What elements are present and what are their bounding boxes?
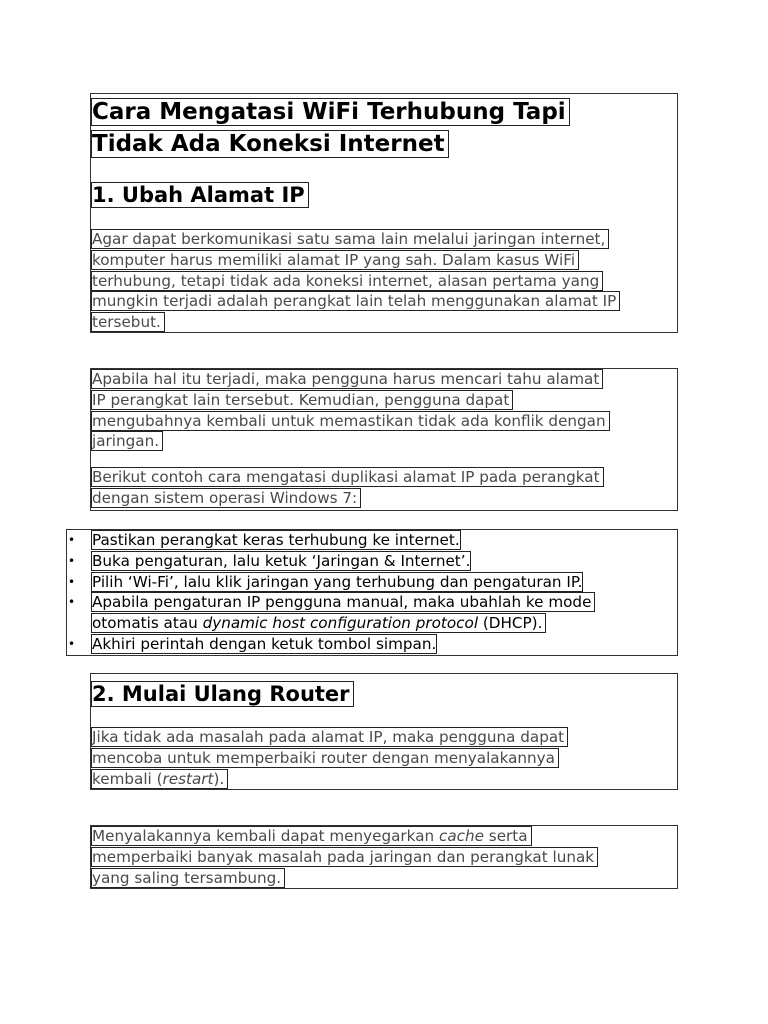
bullet-icon: • xyxy=(68,533,76,547)
page-title xyxy=(91,96,677,160)
list-item: • Pastikan perangkat keras terhubung ke internet. xyxy=(68,531,460,549)
bullet-icon: • xyxy=(68,595,76,610)
title-line-1: Cara Mengatasi WiFi Terhubung Tapi xyxy=(91,98,570,126)
section2-paragraph-2: Menyalakannya kembali dapat menyegarkan cache serta memperbaiki banyak masalah pada jaringan dan perangkat lunak yang saling tersambung. xyxy=(91,826,677,888)
section1-paragraph-1: Agar dapat berkomunikasi satu sama lain melalui jaringan internet, komputer harus memiliki alamat IP yang sah. Dalam kasus WiFi terhubung, tetapi tidak ada koneksi internet, alasan pertama yang mungkin terjadi adalah perangkat lain telah menggunakan alamat IP tersebut. xyxy=(91,229,677,333)
list-item: • Buka pengaturan, lalu ketuk ‘Jaringan & Internet’. xyxy=(68,551,471,570)
section2-heading: 2. Mulai Ulang Router xyxy=(91,679,677,709)
section2-block xyxy=(90,673,678,790)
title-line-2: Tidak Ada Koneksi Internet xyxy=(91,130,449,158)
section1-heading: 1. Ubah Alamat IP xyxy=(91,180,677,210)
list-item: • Akhiri perintah dengan ketuk tombol simpan. xyxy=(68,634,437,653)
section2-paragraph-1: Jika tidak ada masalah pada alamat IP, maka pengguna dapat mencoba untuk memperbaiki router dengan menyalakannya kembali (restart). xyxy=(91,727,677,789)
paragraph-block-2 xyxy=(90,368,678,511)
list-item: • Apabila pengaturan IP pengguna manual, maka ubahlah ke mode otomatis atau dynamic host configuration protocol (DHCP). xyxy=(91,592,677,634)
section2-paragraph-block xyxy=(90,825,678,889)
bullet-icon: • xyxy=(68,553,76,568)
bullet-icon: • xyxy=(68,574,76,589)
section1-paragraph-3: Berikut contoh cara mengatasi duplikasi alamat IP pada perangkat dengan sistem operasi Windows 7: xyxy=(91,467,677,509)
bullet-icon: • xyxy=(68,636,76,651)
list-item: • Pilih ‘Wi-Fi’, lalu klik jaringan yang terhubung dan pengaturan IP. xyxy=(68,572,583,591)
section1-paragraph-2: Apabila hal itu terjadi, maka pengguna harus mencari tahu alamat IP perangkat lain tersebut. Kemudian, pengguna dapat mengubahnya kembali untuk memastikan tidak ada konflik dengan jaringan. xyxy=(91,369,677,452)
intro-block xyxy=(90,93,678,333)
steps-list xyxy=(66,529,678,656)
